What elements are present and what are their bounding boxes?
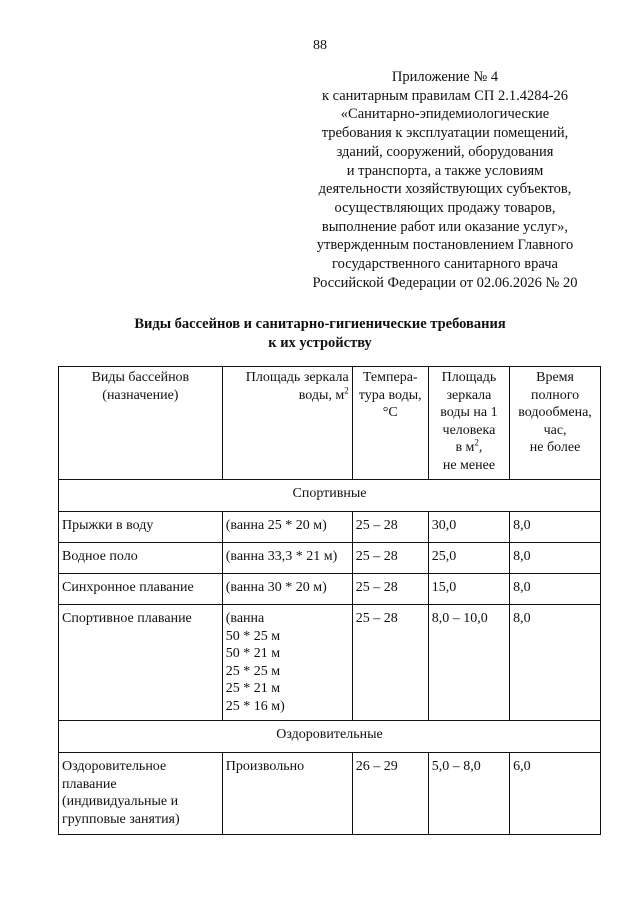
cell-exchange-time: 8,0 — [510, 512, 601, 543]
table-row — [59, 605, 601, 721]
cell-area-per-person: 15,0 — [428, 574, 509, 605]
table-row — [59, 753, 601, 835]
table-row — [59, 512, 601, 543]
appendix-line: выполнение работ или оказание услуг», — [321, 218, 569, 235]
header-area-per-person: Площадь зеркала воды на 1 человека в $м^2$, не менее — [428, 367, 509, 480]
appendix-line: Российской Федерации от 02.06.2026 № 20 — [312, 274, 578, 291]
cell-pool-type: Прыжки в воду — [59, 512, 223, 543]
cell-exchange-time: 8,0 — [510, 605, 601, 721]
cell-temperature: 26 – 29 — [352, 753, 428, 835]
section-title: Оздоровительные — [59, 721, 601, 753]
appendix-line: осуществляющих продажу товаров, — [334, 199, 556, 216]
appendix-header — [250, 68, 640, 292]
appendix-line: Приложение № 4 — [391, 69, 499, 85]
cell-water-area: (ванна 33,3 * 21 м) — [222, 543, 352, 574]
appendix-line: и транспорта, а также условиям — [346, 162, 544, 179]
cell-area-per-person: 25,0 — [428, 543, 509, 574]
header-pool-type: Виды бассейнов (назначение) — [59, 367, 223, 480]
header-water-exchange-time: Время полного водообмена, час, не более — [510, 367, 601, 480]
table-title-line: Виды бассейнов и санитарно-гигиенические требования — [134, 316, 506, 332]
cell-pool-type: Спортивное плавание — [59, 605, 223, 721]
table-row — [59, 543, 601, 574]
cell-water-area: (ванна 30 * 20 м) — [222, 574, 352, 605]
header-water-area: Площадь зеркала воды, $м^2$ — [222, 367, 352, 480]
cell-exchange-time: 8,0 — [510, 574, 601, 605]
header-water-temperature: Темпера- тура воды, °C — [352, 367, 428, 480]
cell-water-area: (ванна 50 * 25 м 50 * 21 м 25 * 25 м 25 * 21 м 25 * 16 м) — [222, 605, 352, 721]
cell-exchange-time: 6,0 — [510, 753, 601, 835]
cell-pool-type: Синхронное плавание — [59, 574, 223, 605]
cell-area-per-person: 8,0 – 10,0 — [428, 605, 509, 721]
cell-pool-type: Водное поло — [59, 543, 223, 574]
appendix-line: к санитарным правилам СП 2.1.4284-26 — [321, 87, 569, 104]
table-title-line: к их устройству — [268, 335, 372, 351]
table-row — [59, 574, 601, 605]
appendix-line: деятельности хозяйствующих субъектов, — [318, 181, 572, 198]
appendix-line: государственного санитарного врача — [332, 256, 558, 273]
table-header-row — [59, 367, 601, 480]
appendix-line: зданий, сооружений, оборудования — [336, 143, 554, 160]
cell-area-per-person: 30,0 — [428, 512, 509, 543]
cell-temperature: 25 – 28 — [352, 574, 428, 605]
pool-requirements-table — [58, 366, 601, 835]
section-row-health — [59, 721, 601, 753]
cell-exchange-time: 8,0 — [510, 543, 601, 574]
appendix-line: «Санитарно-эпидемиологические — [340, 106, 550, 123]
cell-temperature: 25 – 28 — [352, 605, 428, 721]
cell-area-per-person: 5,0 – 8,0 — [428, 753, 509, 835]
section-title: Спортивные — [59, 480, 601, 512]
page-number: 88 — [313, 38, 327, 53]
cell-temperature: 25 – 28 — [352, 543, 428, 574]
cell-water-area: (ванна 25 * 20 м) — [222, 512, 352, 543]
cell-temperature: 25 – 28 — [352, 512, 428, 543]
appendix-line: утвержденным постановлением Главного — [316, 237, 574, 254]
appendix-line: требования к эксплуатации помещений, — [321, 125, 569, 142]
cell-pool-type: Оздоровительное плавание (индивидуальные и групповые занятия) — [59, 753, 223, 835]
section-row-sport — [59, 480, 601, 512]
table-title — [0, 315, 640, 353]
cell-water-area: Произвольно — [222, 753, 352, 835]
